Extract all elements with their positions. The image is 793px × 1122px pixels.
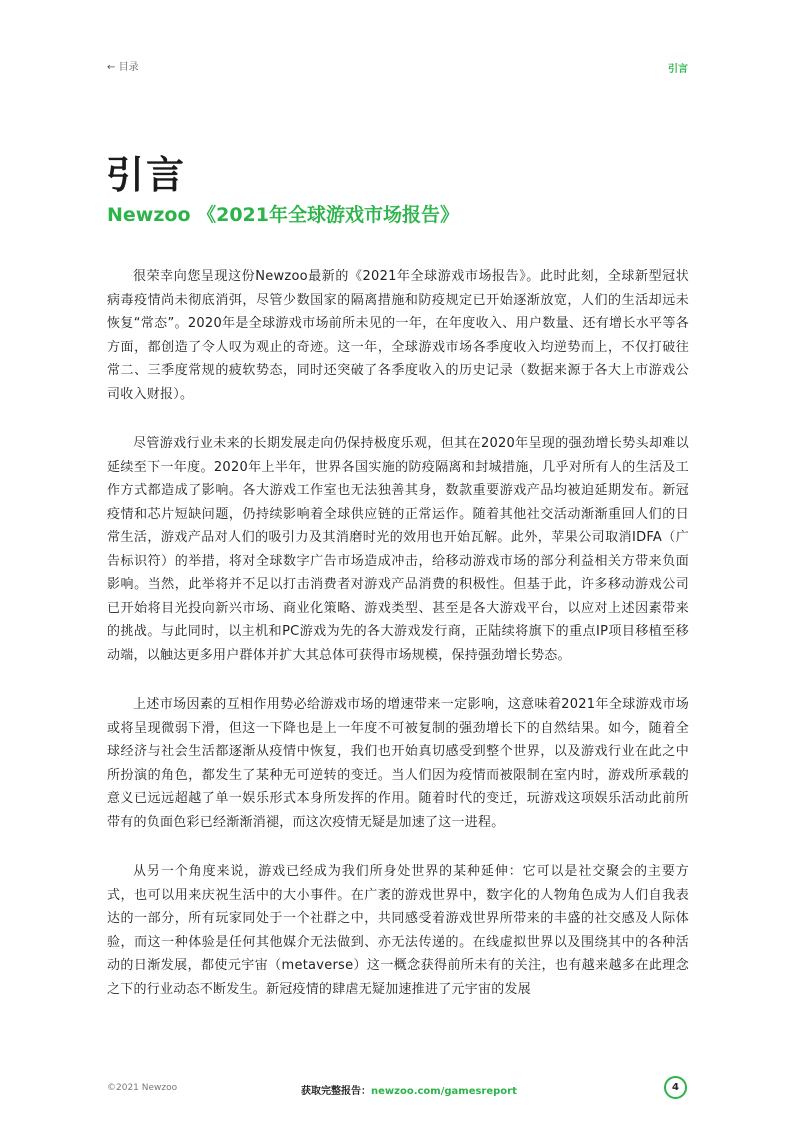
paragraph-4: 从另一个角度来说，游戏已经成为我们所身处世界的某种延伸：它可以是社交聚会的主要方式，也可以用来庆祝生活中的大小事件。在广袤的游戏世界中，数字化的人物角色成为人们自我表达的一部分，所有玩家同处于一个社群之中，共同感受着游戏世界所带来的丰盛的社交感及人际体验，而这一种体验是任何其他媒介无法做到、亦无法传递的。在线虚拟世界以及围绕其中的各种活动的日渐发展，都使元宇宙（metaverse）这一概念获得前所未有的关注，也有越来越多在此理念之下的行业动态不断发生。新冠疫情的肆虐无疑加速推进了元宇宙的发展: [107, 864, 689, 997]
page-subtitle: Newzoo 《2021年全球游戏市场报告》: [107, 204, 460, 226]
footer-cta-label: 获取完整报告：: [301, 1086, 371, 1097]
toc-label: 目录: [118, 62, 139, 73]
paragraph-1: 很荣幸向您呈现这份Newzoo最新的《2021年全球游戏市场报告》。此时此刻，全球新型冠状病毒疫情尚未彻底消弭，尽管少数国家的隔离措施和防疫规定已开始逐渐放宽，人们的生活却远未恢复“常态”。2020年是全球游戏市场前所未见的一年，在年度收入、用户数量、还有增长水平等各方面，都创造了令人叹为观止的奇迹。这一年，全球游戏市场各季度收入均逆势而上，不仅打破往常二、三季度常规的疲软势态，同时还突破了各季度收入的历史记录（数据来源于各大上市游戏公司收入财报）。: [107, 269, 689, 402]
footer-copyright: ©2021 Newzoo: [107, 1083, 178, 1093]
page-title: 引言: [106, 153, 187, 197]
paragraph-3: 上述市场因素的互相作用势必给游戏市场的增速带来一定影响，这意味着2021年全球游戏市场或将呈现微弱下滑，但这一下降也是上一年度不可被复制的强劲增长下的自然结果。如今，随着全球经济与社会生活都逐渐从疫情中恢复，我们也开始真切感受到整个世界，以及游戏行业在此之中所扮演的角色，都发生了某种无可逆转的变迁。当人们因为疫情而被限制在室内时，游戏所承载的意义已远远超越了单一娱乐形式本身所发挥的作用。随着时代的变迁，玩游戏这项娱乐活动此前所带有的负面色彩已经渐渐消褪，而这次疫情无疑是加速了这一进程。: [107, 697, 689, 830]
footer-cta: [301, 1082, 517, 1097]
section-label: 引言: [668, 64, 688, 75]
body-text: [107, 265, 689, 1027]
toc-link[interactable]: [107, 58, 139, 73]
paragraph-2: 尽管游戏行业未来的长期发展走向仍保持极度乐观，但其在2020年呈现的强劲增长势头却难以延续至下一年度。2020年上半年，世界各国实施的防疫隔离和封城措施，几乎对所有人的生活及工作方式都造成了影响。各大游戏工作室也无法独善其身，数款重要游戏产品均被迫延期发布。新冠疫情和芯片短缺问题，仍持续影响着全球供应链的正常运作。随着其他社交活动渐渐重回人们的日常生活，游戏产品对人们的吸引力及其消磨时光的效用也开始瓦解。此外，苹果公司取消IDFA（广告标识符）的举措，将对全球数字广告市场造成冲击，给移动游戏市场的部分利益相关方带来负面影响。当然，此举将并不足以打击消费者对游戏产品消费的积极性。但基于此，许多移动游戏公司已开始将目光投向新兴市场、商业化策略、游戏类型、甚至是各大游戏平台，以应对上述因素带来的挑战。与此同时，以主机和PC游戏为先的各大游戏发行商，正陆续将旗下的重点IP项目移植至移动端，以触达更多用户群体并扩大其总体可获得市场规模，保持强劲增长势态。: [107, 436, 689, 663]
page-number-badge: 4: [664, 1076, 687, 1099]
back-arrow-icon: ←: [107, 62, 116, 73]
report-link[interactable]: newzoo.com/gamesreport: [371, 1086, 517, 1097]
